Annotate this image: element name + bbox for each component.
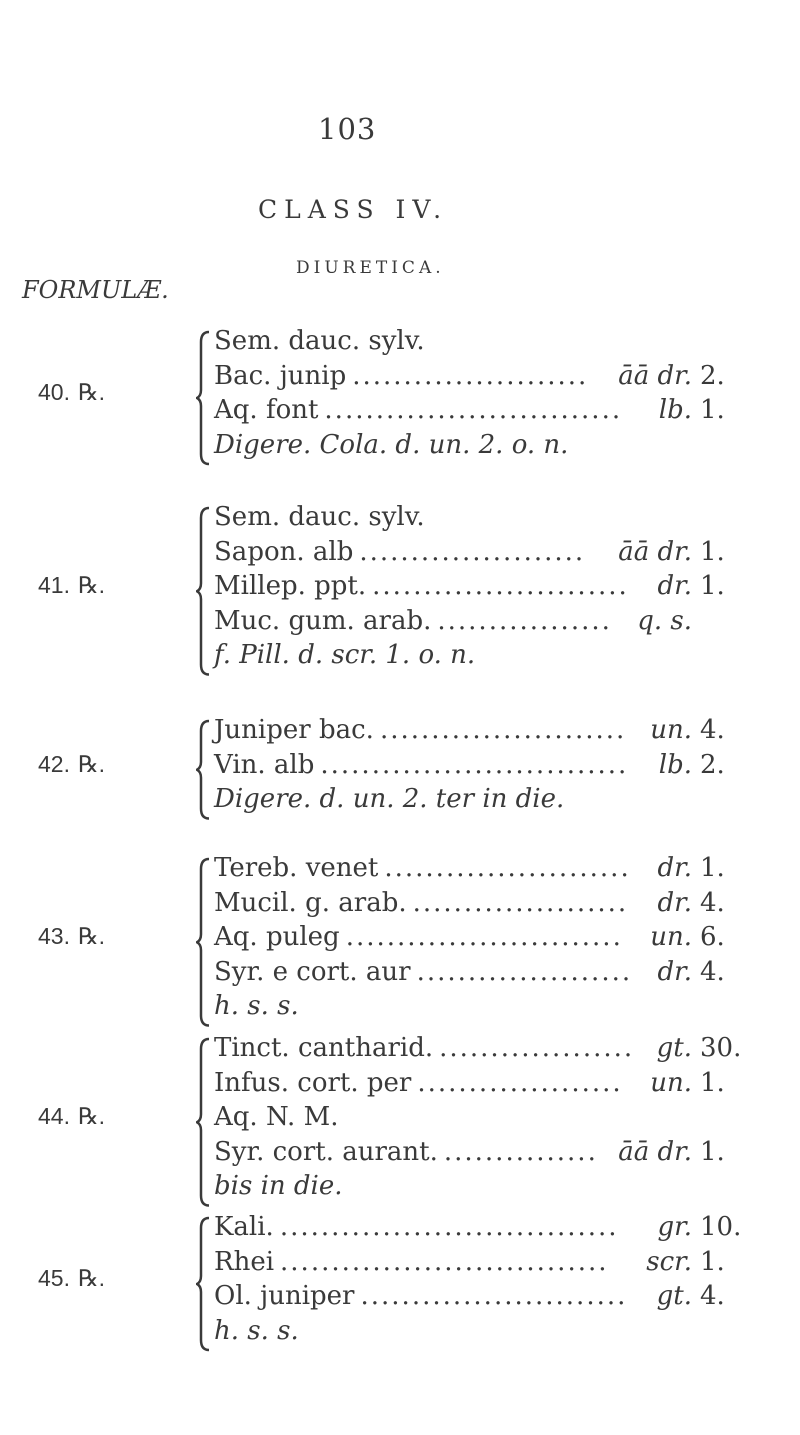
brace-graphic [196,330,210,466]
ingredient-name: Syr. e cort. aur [214,956,411,987]
dose-unit: un. [650,922,692,952]
direction-text: Digere. d. un. 2. ter in die. [214,784,565,814]
dose-quantity: 1. [700,853,725,883]
dot-leader: .......................... [360,1281,628,1311]
dose-quantity: 1. [700,1067,725,1098]
direction-text: f. Pill. d. scr. 1. o. n. [214,640,476,670]
dot-leader: ..................... [412,887,629,918]
dose-unit: dr. [657,956,692,987]
ingredient-line [214,922,774,956]
dose-unit: dr. [657,571,692,601]
recipe-symbol: ℞. [77,572,105,599]
ingredient-name: Sapon. alb [214,536,354,567]
formula-brace [196,1037,210,1208]
dose-quantity: 1. [700,1246,725,1277]
ingredient-line [214,606,774,640]
formula-number-text: 45. [38,1265,70,1291]
recipe-symbol: ℞. [77,923,105,950]
direction-text: h. s. s. [214,991,299,1021]
formula-direction [214,991,774,1025]
ingredient-line [214,1247,774,1281]
dot-leader: ............................. [324,395,623,425]
ingredient-line [214,1212,774,1246]
brace-graphic [196,1037,210,1208]
ingredient-name: Mucil. g. arab. [214,887,407,918]
brace-graphic [196,506,210,677]
dose-unit: un. [650,1067,692,1098]
ingredient-name: Tereb. venet [214,853,379,883]
formula-brace [196,1216,210,1352]
formula-number-text: 42. [38,750,70,777]
formula-number [38,1265,105,1292]
dot-leader: .................... [417,1067,623,1098]
ingredient-name: Ol. juniper [214,1281,355,1311]
dose-unit: dr. [657,853,692,883]
dot-leader: ....................... [352,360,589,391]
dose-unit: āā dr. [618,1136,692,1167]
direction-text: bis in die. [214,1171,343,1201]
ingredient-name: Syr. cort. aurant. [214,1136,438,1167]
dot-leader: ................................ [280,1246,609,1277]
ingredient-name: Aq. font [214,395,319,425]
ingredient-name: Rhei [214,1246,275,1277]
dot-leader: ................................. [279,1212,619,1242]
recipe-symbol: ℞. [77,750,105,777]
ingredient-name: Juniper bac. [214,715,374,745]
formula-number-text: 40. [38,379,70,405]
formula-number [38,751,105,778]
ingredient-name: Infus. cort. per [214,1067,412,1098]
brace-graphic [196,1216,210,1352]
formula-brace [196,506,210,677]
dose-unit: q. s. [637,605,692,636]
dot-leader: ......................... [372,571,629,601]
brace-graphic [196,719,210,821]
dose-unit: un. [650,715,692,745]
dose-quantity: 2. [700,360,725,391]
dot-leader: ................... [439,1033,635,1063]
dose-quantity: 10. [700,1212,742,1242]
ingredient-line [214,361,774,395]
ingredient-line [214,853,774,887]
dose-quantity: 4. [700,956,725,987]
dose-quantity: 1. [700,395,725,425]
ingredient-line [214,1102,774,1136]
ingredient-name: Sem. dauc. sylv. [214,326,425,356]
ingredient-line [214,395,774,429]
formula-number [38,379,105,406]
dot-leader: ...................... [359,536,586,567]
ingredient-name: Vin. alb [214,749,315,780]
direction-text: Digere. Cola. d. un. 2. o. n. [214,429,569,460]
dot-leader: ........................... [345,922,623,952]
dose-unit: gt. [656,1281,692,1311]
formula-number [38,572,105,599]
recipe-symbol: ℞. [77,1103,105,1130]
dot-leader: ........................ [379,715,627,745]
dot-leader: ............... [443,1136,598,1167]
dot-leader: .............................. [320,749,629,780]
dose-quantity: 4. [700,715,725,745]
ingredient-line [214,1068,774,1102]
formula-direction [214,1316,774,1350]
dose-unit: dr. [657,887,692,918]
ingredient-name: Millep. ppt. [214,571,367,601]
dose-quantity: 2. [700,749,725,780]
ingredient-name: Aq. puleg [214,922,340,952]
brace-graphic [196,857,210,1028]
ingredient-name: Tinct. cantharid. [214,1033,434,1063]
ingredient-line [214,1137,774,1171]
ingredient-line [214,957,774,991]
ingredient-name: Bac. junip [214,360,347,391]
ingredient-line [214,888,774,922]
dose-unit: āā dr. [618,360,692,391]
formula-number [38,923,105,950]
ingredient-line [214,571,774,605]
ingredient-line [214,537,774,571]
ingredient-name: Muc. gum. arab. [214,605,432,636]
dose-quantity: 1. [700,536,725,567]
formula-direction [214,640,774,674]
ingredient-line [214,502,774,536]
formula-number-text: 41. [38,572,70,599]
dose-quantity: 30. [700,1033,742,1063]
dose-unit: gt. [656,1033,692,1063]
dose-unit: scr. [646,1246,692,1277]
section-subtitle: DIURETICA. [296,258,445,278]
formula-number-text: 43. [38,923,70,950]
ingredient-line [214,326,774,360]
recipe-symbol: ℞. [77,379,105,405]
ingredient-line [214,715,774,749]
formula-brace [196,330,210,466]
formula-brace [196,719,210,821]
ingredient-line [214,1281,774,1315]
direction-text: h. s. s. [214,1315,299,1346]
formula-brace [196,857,210,1028]
ingredient-line [214,1033,774,1067]
ingredient-line [214,750,774,784]
dose-unit: gr. [657,1212,692,1242]
dot-leader: ........................ [384,853,631,883]
formula-direction [214,430,774,464]
page-number: 103 [318,112,377,146]
dose-quantity: 4. [700,887,725,918]
dose-quantity: 6. [700,922,725,952]
ingredient-name: Aq. N. M. [214,1102,339,1132]
ingredient-name: Kali. [214,1212,274,1242]
class-title: CLASS IV. [258,195,449,224]
dot-leader: ................. [437,605,612,636]
ingredient-name: Sem. dauc. sylv. [214,502,425,532]
formula-direction [214,784,774,818]
dose-unit: lb. [658,749,692,780]
formulae-side-heading: FORMULÆ. [22,276,169,304]
dose-quantity: 1. [700,571,725,601]
formula-number-text: 44. [38,1103,70,1130]
dose-unit: āā dr. [618,536,692,567]
formula-number [38,1103,105,1130]
dose-quantity: 1. [700,1136,725,1167]
formula-direction [214,1171,774,1205]
recipe-symbol: ℞. [77,1265,105,1291]
dot-leader: ..................... [416,956,633,987]
dose-quantity: 4. [700,1281,725,1311]
dose-unit: lb. [658,395,692,425]
